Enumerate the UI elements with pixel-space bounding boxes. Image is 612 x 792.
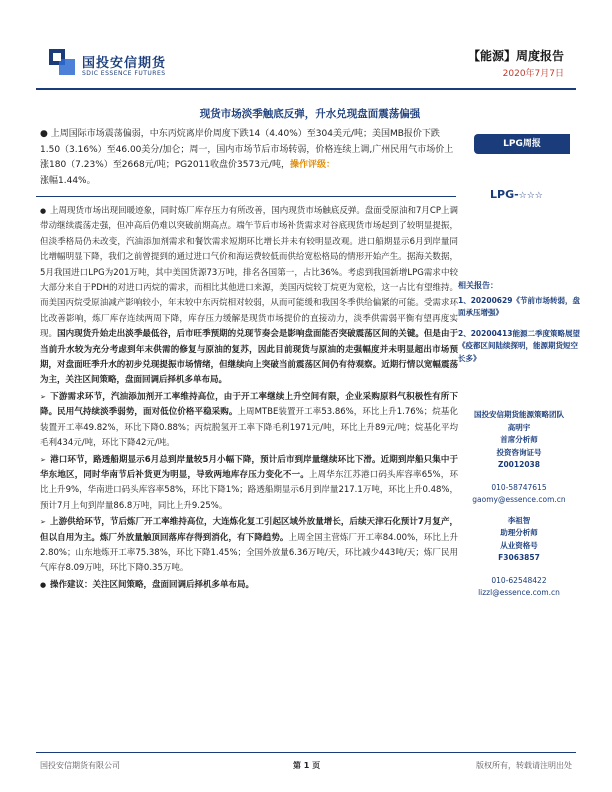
arrow-bullet-icon: ➢ <box>40 392 46 401</box>
analyst-email[interactable]: gaomy@essence.com.cn <box>472 495 566 504</box>
sidebar <box>458 280 580 600</box>
header-divider <box>36 88 576 90</box>
analyst-role: 助理分析师 <box>500 528 538 537</box>
point-supply-head: 上游供给环节，节后炼厂开工率维持高位，大连炼化复工引起区域外放量增长，后续天津石化预计7月复产，但以自用为主。炼厂外放量触顶回落库存得到消化，有下降趋势。 <box>40 517 458 543</box>
analyst-phone: 010-62548422 <box>491 575 547 585</box>
team-name: 国投安信期货能源策略团队 <box>474 410 564 419</box>
related-report-link[interactable]: 1、20200629《节前市场转弱，盘面承压增强》 <box>458 295 580 317</box>
point-demand-detail: 上周MTBE装置开工率53.86%，环比上升1.76%；烷基化装置开工率49.82%，环比下降0.88%；丙烷脱氢开工率下降毛利1971元/吨，环比上升89元/吨；烷基化平均毛利434元/吨，环比下降42元/吨。 <box>40 407 458 449</box>
summary-text: 上周国际市场震荡偏弱，中东丙烷离岸价周度下跌14（4.40%）至304美元/吨；美国MB报价下跌1.50（3.16%）至46.00美分/加仑；周一，国内市场节后市场转弱，价格连续上调,广州民用气市场价上涨180（7.23%）至2668元/吨；PG2011收盘价3573元/吨， <box>40 129 454 170</box>
bullet-icon: ● <box>40 207 47 215</box>
rating-label: 操作评级： <box>289 160 335 170</box>
report-date: 2020年7月7日 <box>502 69 564 79</box>
advice-text: 操作建议：关注区间策略，盘面回调后择机多单布局。 <box>50 579 255 590</box>
logo-text: 国投安信期货 <box>82 56 167 71</box>
footer-copyright: 版权所有，转载请注明出处 <box>476 761 572 770</box>
rating-stars: ☆☆☆ <box>518 191 543 201</box>
analyst-name: 李祖智 <box>507 515 531 525</box>
page-number: 第 1 页 <box>293 761 321 770</box>
point-port <box>40 453 458 515</box>
related-report-link[interactable]: 2、20200413能源二季度策略展望《疫都区间陆续探明，能源期货短空长多》 <box>458 328 580 363</box>
analyst-email[interactable]: lizzl@essence.com.cn <box>478 588 560 597</box>
point-demand <box>40 390 458 452</box>
summary-tail: 涨幅1.44%。 <box>40 175 96 186</box>
rating <box>490 188 543 201</box>
bullet-icon: ● <box>40 129 48 139</box>
point-port-detail: 上周华东江苏港口码头库容率65%，环比上升9%，华南进口码头库容率58%，环比下降1%；路透船期显示6月到岸量217.1万吨，环比上升0.48%，预计7月上旬到岸量86.8万吨，同比上升9.25%。 <box>40 469 458 511</box>
footer-company: 国投安信期货有限公司 <box>40 761 120 770</box>
point-port-head: 港口环节，路透船期显示6月总到岸量较5月小幅下降，预计后市到岸量继续环比下滑。近期到岸船只集中于华东地区，同时华南节后补货更为明显，导致两地库存压力变化不一。 <box>40 454 458 480</box>
analyst-cert-label: 从业资格号 <box>500 540 538 550</box>
summary-block <box>40 127 458 189</box>
analyst-phone: 010-58747615 <box>491 482 547 492</box>
point-advice <box>40 578 458 593</box>
analyst-cert-label: 投资咨询证号 <box>496 447 542 457</box>
point-supply-detail: 上周全国主营炼厂开工率84.00%，环比上升2.80%；山东地炼开工率75.38%，环比下降1.45%；全国外放量6.36万吨/天，环比减少443吨/天；炼厂民用气库存8.09万吨，环比下降0.35万吨。 <box>40 532 458 574</box>
arrow-bullet-icon: ➢ <box>40 518 46 527</box>
logo-icon <box>49 49 75 75</box>
analyst-cert: F3063857 <box>498 553 540 562</box>
paragraph-main <box>40 204 458 389</box>
analyst-role: 首席分析师 <box>500 435 538 444</box>
bullet-icon: ● <box>40 580 47 589</box>
point-demand-head: 下游需求环节，汽油添加剂开工率维持高位，由于开工率继续上升空间有限，企业采购原料气积极性有所下降。民用气持续淡季弱势，面对低位价格平稳采购。 <box>40 391 458 418</box>
arrow-bullet-icon: ➢ <box>40 455 46 464</box>
summary-divider <box>36 196 456 197</box>
rating-name: LPG- <box>490 188 519 201</box>
report-title: 现货市场淡季触底反弹，升水兑现盘面震荡偏强 <box>199 108 421 120</box>
paragraph-text: 上周现货市场出现回暖迹象，同时炼厂库存压力有所改善，国内现货市场触底反弹。盘面受原油和7月CP上调带动继续震荡走强，但冲高后仍难以突破前期高点。端午节后市场补货需求对谷底现货市场起到了较明显提振，但淡季格局仍未改变，汽油添加剂需求和餐饮需求短期环比增长并未有较明显改观。进口船期显示6月到岸量同比增幅明显下降，我们之前曾提到的通过进口气价和海运费较低而供给宽松格局的情形开始产生。据海关数据，5月我国进口LPG为201万吨，其中美国货源73万吨，排名各国第一，占比36%。考虑到我国新增LPG需求中较大部分来自于PDH的对进口丙烷的需求，而相比其他进口来源，美国丙烷较丁烷更为宽松，这一占比有望维持。而美国丙烷受原油减产影响较小，年末较中东丙烷相对较弱，从而可能缓和我国冬季供给偏紧的可能。受需求环比改善影响，炼厂库存连续两周下降，库存压力缓解是现货市场提价的直接动力，淡季供需弱平衡有望再度实现。 <box>40 206 458 340</box>
report-type: 【能源】周度报告 <box>467 49 564 63</box>
paragraph-conclusion: 国内现货升始走出淡季最低谷，后市旺季预期的兑现节奏会是影响盘面能否突破震荡区间的关键。但是由于当前升水较为充分考虑到年末供需的修复与原油的复苏，因此目前现货与原油的走强幅度并未明显超出市场预期，对盘面旺季升水的初步兑现提振市场情绪，但继续向上突破当前震荡区间仍有待观察。近期行情以宽幅震荡为主，关注区间策略，盘面回调后择机多单布局。 <box>40 329 458 386</box>
logo-subtext: SDIC ESSENCE FUTURES <box>82 70 166 77</box>
related-title: 相关报告： <box>458 281 498 290</box>
analyst-cert: Z0012038 <box>498 460 540 469</box>
analyst-name: 高明宇 <box>507 422 531 432</box>
point-supply <box>40 515 458 577</box>
footer-divider <box>36 752 576 753</box>
report-body <box>40 204 458 593</box>
report-tag: LPG周报 <box>474 134 570 154</box>
